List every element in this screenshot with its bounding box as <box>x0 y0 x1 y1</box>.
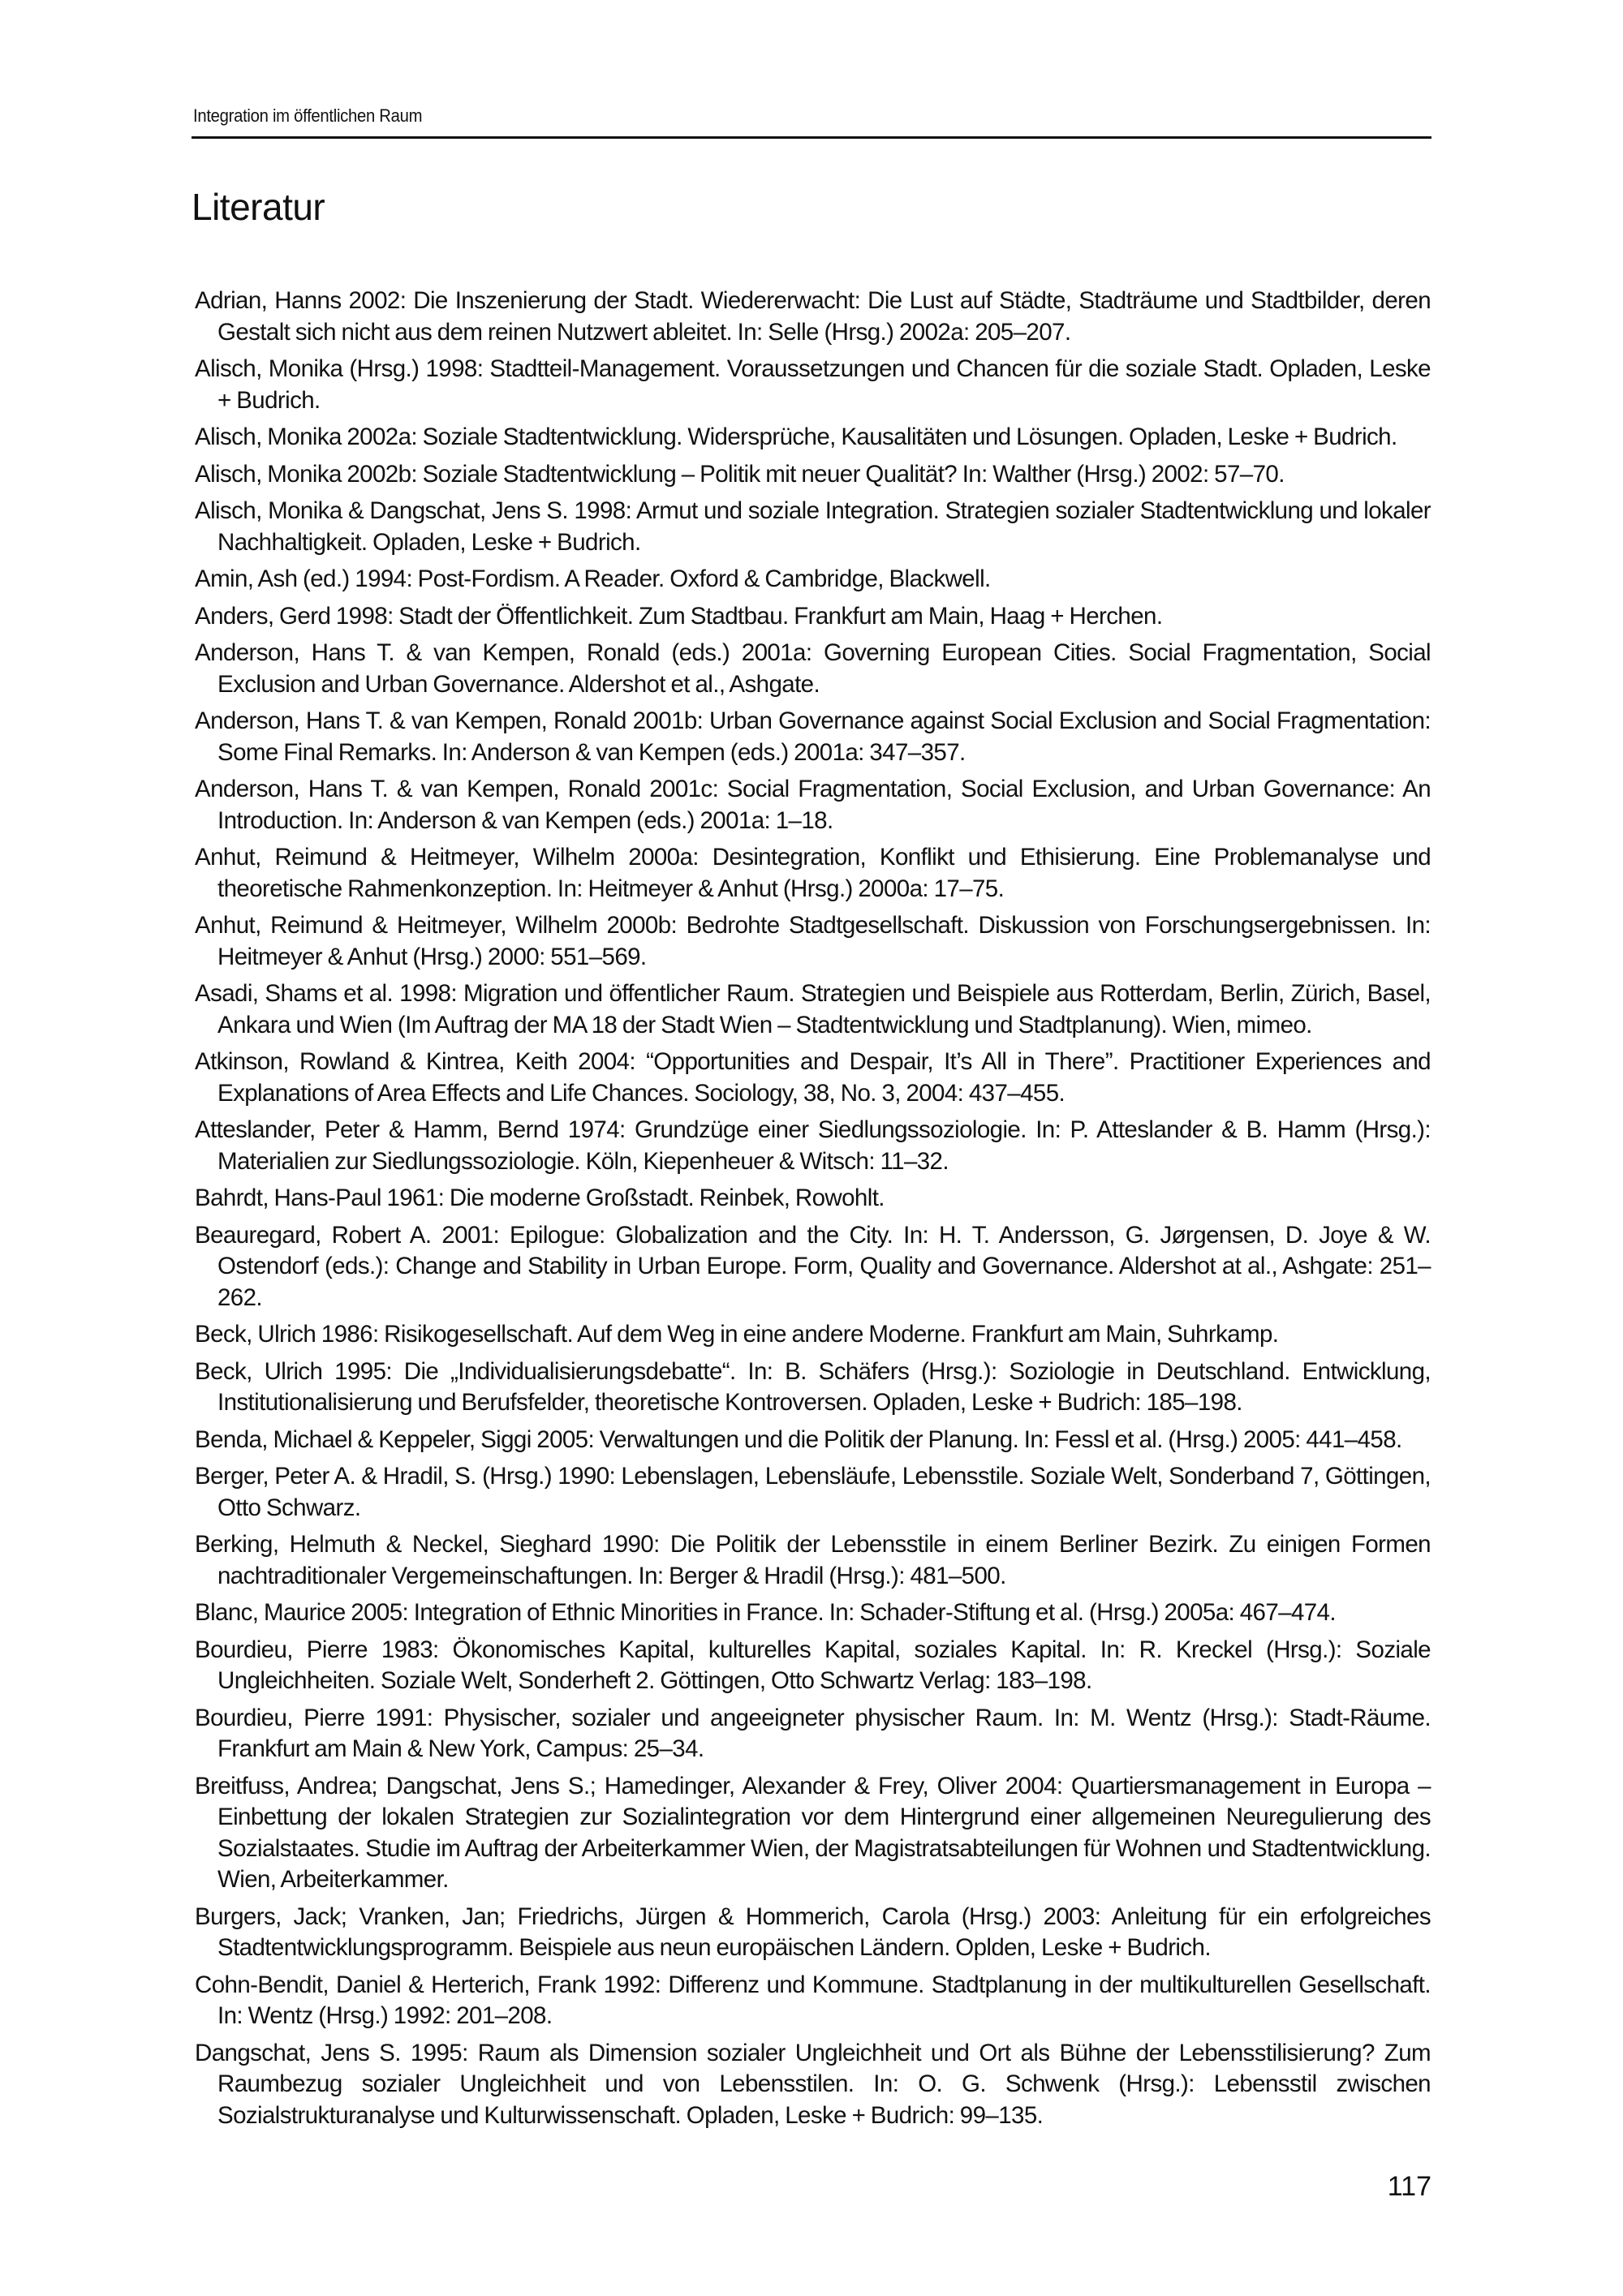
bibliography-entry: Berking, Helmuth & Neckel, Sieghard 1990: Die Politik der Lebensstile in einem Berliner Bezirk. Zu einigen Formen nachtraditionaler Vergemeinschaftungen. In: Berger & Hradil (Hrsg.): 481–500. <box>195 1531 1431 1589</box>
bibliography-entry: Anhut, Reimund & Heitmeyer, Wilhelm 2000b: Bedrohte Stadtgesellschaft. Diskussion von Forschungsergebnissen. In: Heitmeyer & Anhut (Hrsg.) 2000: 551–569. <box>195 912 1431 970</box>
bibliography-entry: Asadi, Shams et al. 1998: Migration und öffentlicher Raum. Strategien und Beispiele aus Rotterdam, Berlin, Zürich, Basel, Ankara und Wien (Im Auftrag der MA 18 der Stadt Wien – Stadtentwicklung und Stadtplanung). Wien, mimeo. <box>195 980 1431 1038</box>
bibliography-entry: Breitfuss, Andrea; Dangschat, Jens S.; Hamedinger, Alexander & Frey, Oliver 2004: Quartiersmanagement in Europa – Einbettung der lokalen Strategien zur Sozialintegration vor dem Hintergrund einer allgemeinen Neuregulierung des Sozialstaates. Studie im Auftrag der Arbeiterkammer Wien, der Magistratsabteilungen für Wohnen und Stadtentwicklung. Wien, Arbeiterkammer. <box>195 1772 1431 1893</box>
bibliography-entry: Berger, Peter A. & Hradil, S. (Hrsg.) 1990: Lebenslagen, Lebensläufe, Lebensstile. Soziale Welt, Sonderband 7, Göttingen, Otto Schwarz. <box>195 1463 1431 1521</box>
bibliography-entry: Blanc, Maurice 2005: Integration of Ethnic Minorities in France. In: Schader-Stiftung et al. (Hrsg.) 2005a: 467–474. <box>195 1599 1336 1626</box>
header-rule <box>192 136 1431 139</box>
section-title: Literatur <box>192 186 325 228</box>
bibliography-entry: Anderson, Hans T. & van Kempen, Ronald 2001c: Social Fragmentation, Social Exclusion, and Urban Governance: An Introduction. In: Anderson & van Kempen (eds.) 2001a: 1–18. <box>195 776 1431 834</box>
bibliography-entry: Burgers, Jack; Vranken, Jan; Friedrichs, Jürgen & Hommerich, Carola (Hrsg.) 2003: Anleitung für ein erfolgreiches Stadtentwicklungsprogramm. Beispiele aus neun europäischen Ländern. Oplden, Leske + Budrich. <box>195 1903 1431 1961</box>
bibliography-entry: Bahrdt, Hans-Paul 1961: Die moderne Großstadt. Reinbek, Rowohlt. <box>195 1185 885 1211</box>
bibliography-entry: Cohn-Bendit, Daniel & Herterich, Frank 1992: Differenz und Kommune. Stadtplanung in der multikulturellen Gesellschaft. In: Wentz (Hrsg.) 1992: 201–208. <box>195 1971 1431 2029</box>
bibliography-entry: Anderson, Hans T. & van Kempen, Ronald 2001b: Urban Governance against Social Exclusion and Social Fragmentation: Some Final Remarks. In: Anderson & van Kempen (eds.) 2001a: 347–357. <box>195 707 1431 766</box>
bibliography-entry: Adrian, Hanns 2002: Die Inszenierung der Stadt. Wiedererwacht: Die Lust auf Städte, Stadträume und Stadtbilder, deren Gestalt sich nicht aus dem reinen Nutzwert ableitet. In: Selle (Hrsg.) 2002a: 205–207. <box>195 287 1431 346</box>
bibliography-entry: Alisch, Monika (Hrsg.) 1998: Stadtteil-Management. Voraussetzungen und Chancen für die soziale Stadt. Opladen, Leske + Budrich. <box>195 355 1431 414</box>
bibliography-entry: Alisch, Monika 2002b: Soziale Stadtentwicklung – Politik mit neuer Qualität? In: Walther (Hrsg.) 2002: 57–70. <box>195 460 1285 488</box>
running-header: Integration im öffentlichen Raum <box>193 105 423 126</box>
bibliography-entry: Amin, Ash (ed.) 1994: Post-Fordism. A Reader. Oxford & Cambridge, Blackwell. <box>195 565 991 592</box>
bibliography-entry: Dangschat, Jens S. 1995: Raum als Dimension sozialer Ungleichheit und Ort als Bühne der Lebensstilisierung? Zum Raumbezug sozialer Ungleichheit und von Lebensstilen. In: O. G. Schwenk (Hrsg.): Lebensstil zwischen Sozialstrukturanalyse und Kulturwissenschaft. Opladen, Leske + Budrich: 99–135. <box>195 2039 1431 2129</box>
bibliography-entry: Alisch, Monika 2002a: Soziale Stadtentwicklung. Widersprüche, Kausalitäten und Lösungen. Opladen, Leske + Budrich. <box>195 424 1397 450</box>
bibliography-entry: Atkinson, Rowland & Kintrea, Keith 2004: “Opportunities and Despair, It’s All in There”. Practitioner Experiences and Explanations of Area Effects and Life Chances. Sociology, 38, No. 3, 2004: 437–455. <box>195 1048 1431 1107</box>
bibliography-entry: Beck, Ulrich 1995: Die „Individualisierungsdebatte“. In: B. Schäfers (Hrsg.): Soziologie in Deutschland. Entwicklung, Institutionalisierung und Berufsfelder, theoretische Kontroversen. Opladen, Leske + Budrich: 185–198. <box>195 1357 1431 1416</box>
bibliography-list <box>195 286 1431 2137</box>
page-number: 117 <box>1387 2171 1431 2202</box>
bibliography-entry: Beauregard, Robert A. 2001: Epilogue: Globalization and the City. In: H. T. Andersson, G. Jørgensen, D. Joye & W. Ostendorf (eds.): Change and Stability in Urban Europe. Form, Quality and Governance. Aldershot at al., Ashgate: 251–262. <box>195 1221 1431 1311</box>
bibliography-entry: Bourdieu, Pierre 1983: Ökonomisches Kapital, kulturelles Kapital, soziales Kapital. In: R. Kreckel (Hrsg.): Soziale Ungleichheiten. Soziale Welt, Sonderheft 2. Göttingen, Otto Schwartz Verlag: 183–198. <box>195 1636 1431 1694</box>
bibliography-entry: Beck, Ulrich 1986: Risikogesellschaft. Auf dem Weg in eine andere Moderne. Frankfurt am Main, Suhrkamp. <box>195 1321 1279 1348</box>
bibliography-entry: Atteslander, Peter & Hamm, Bernd 1974: Grundzüge einer Siedlungssoziologie. In: P. Atteslander & B. Hamm (Hrsg.): Materialien zur Siedlungssoziologie. Köln, Kiepenheuer & Witsch: 11–32. <box>195 1116 1431 1175</box>
bibliography-entry: Anders, Gerd 1998: Stadt der Öffentlichkeit. Zum Stadtbau. Frankfurt am Main, Haag + Herchen. <box>195 602 1163 630</box>
bibliography-entry: Alisch, Monika & Dangschat, Jens S. 1998: Armut und soziale Integration. Strategien sozialer Stadtentwicklung und lokaler Nachhaltigkeit. Opladen, Leske + Budrich. <box>195 497 1431 556</box>
bibliography-entry: Bourdieu, Pierre 1991: Physischer, sozialer und angeeigneter physischer Raum. In: M. Wentz (Hrsg.): Stadt-Räume. Frankfurt am Main & New York, Campus: 25–34. <box>195 1704 1431 1762</box>
bibliography-entry: Benda, Michael & Keppeler, Siggi 2005: Verwaltungen und die Politik der Planung. In: Fessl et al. (Hrsg.) 2005: 441–458. <box>195 1425 1402 1453</box>
bibliography-entry: Anderson, Hans T. & van Kempen, Ronald (eds.) 2001a: Governing European Cities. Social Fragmentation, Social Exclusion and Urban Governance. Aldershot et al., Ashgate. <box>195 639 1431 698</box>
bibliography-entry: Anhut, Reimund & Heitmeyer, Wilhelm 2000a: Desintegration, Konflikt und Ethisierung. Eine Problemanalyse und theoretische Rahmenkonzeption. In: Heitmeyer & Anhut (Hrsg.) 2000a: 17–75. <box>195 844 1431 902</box>
